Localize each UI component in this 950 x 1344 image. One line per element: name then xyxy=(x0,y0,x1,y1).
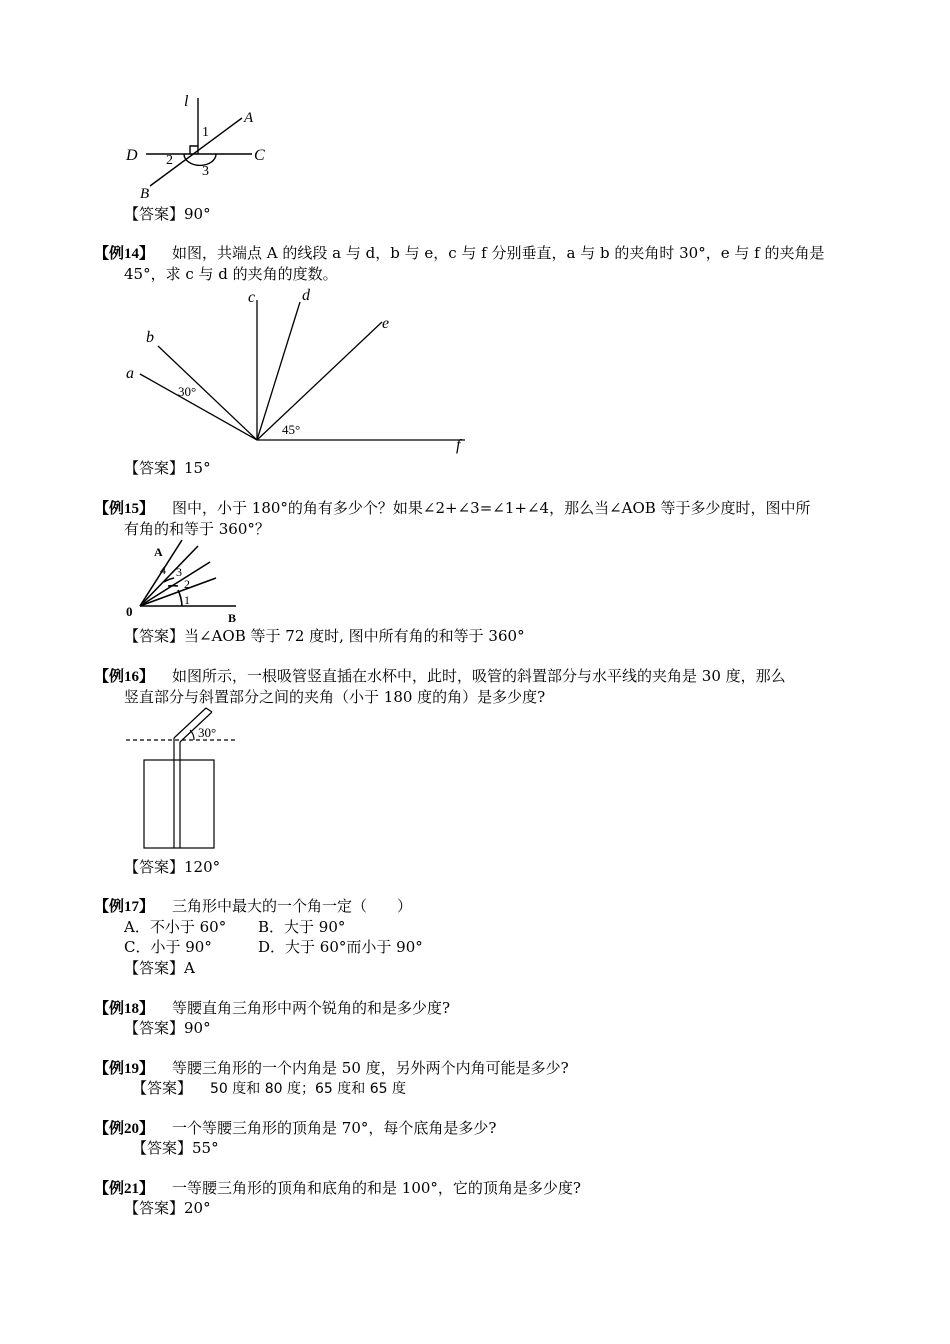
answer-tag: 【答案】 xyxy=(124,459,185,477)
example-tag: 【例21】 xyxy=(94,1181,155,1197)
answer-21 xyxy=(124,1198,211,1218)
question-text: 等腰直角三角形中两个锐角的和是多少度? xyxy=(172,999,451,1017)
option-A: A．不小于 60° xyxy=(124,918,227,936)
answer-value: 20° xyxy=(184,1199,211,1217)
option-B: B．大于 90° xyxy=(258,918,346,936)
answer-value: A xyxy=(184,959,195,977)
example-tag: 【例17】 xyxy=(94,899,155,915)
answer-tag: 【答案】 xyxy=(124,627,185,645)
example-17-question xyxy=(94,896,412,917)
example-18-question xyxy=(94,998,450,1019)
label-e: e xyxy=(382,315,390,332)
answer-tag: 【答案】 xyxy=(124,959,185,977)
question-text-line1: 如图所示，一根吸管竖直插在水杯中，此时，吸管的斜置部分与水平线的夹角是 30 度，那么 xyxy=(172,667,786,685)
answer-value: 90° xyxy=(184,205,211,223)
question-text-line2: 竖直部分与斜置部分之间的夹角（小于 180 度的角）是多少度? xyxy=(124,688,546,706)
figure-14-angle-rays xyxy=(120,288,480,458)
label-A: A xyxy=(154,545,163,559)
answer-17 xyxy=(124,958,195,978)
label-D: D xyxy=(126,147,138,164)
question-text: 等腰三角形的一个内角是 50 度，另外两个内角可能是多少? xyxy=(172,1059,569,1077)
angle-2-label: 2 xyxy=(166,153,173,168)
question-text: 三角形中最大的一个角一定（ ） xyxy=(172,897,413,915)
question-text-line2: 45°，求 c 与 d 的夹角的度数。 xyxy=(124,265,338,283)
label-O: 0 xyxy=(126,604,133,619)
answer-tag: 【答案】 xyxy=(132,1139,193,1157)
question-text-line2: 有角的和等于 360°？ xyxy=(124,520,270,538)
example-tag: 【例18】 xyxy=(94,1001,155,1017)
answer-20 xyxy=(132,1138,219,1158)
angle-30-label: 30° xyxy=(178,384,197,399)
answer-value: 50 度和 80 度；65 度和 65 度 xyxy=(210,1081,406,1097)
example-16-question-cont xyxy=(124,687,545,707)
answer-value: 120° xyxy=(184,858,221,876)
angle-30-label: 30° xyxy=(198,725,217,740)
label-A: A xyxy=(244,110,254,126)
example-tag: 【例20】 xyxy=(94,1121,155,1137)
answer-tag: 【答案】 xyxy=(124,858,185,876)
example-16-question xyxy=(94,666,786,687)
question-text-line1: 图中，小于 180°的角有多少个？如果∠2+∠3=∠1+∠4，那么当∠AOB 等于多少度时，图中所 xyxy=(172,499,811,517)
example-19-question xyxy=(94,1058,569,1079)
answer-19 xyxy=(132,1078,406,1099)
example-tag: 【例19】 xyxy=(94,1061,155,1077)
example-tag: 【例16】 xyxy=(94,669,155,685)
example-21-question xyxy=(94,1178,581,1199)
label-b: b xyxy=(146,329,154,346)
label-C: C xyxy=(254,147,265,164)
answer-tag: 【答案】 xyxy=(124,205,185,223)
question-text: 一个等腰三角形的顶角是 70°，每个底角是多少? xyxy=(172,1119,497,1137)
angle-2-label: 2 xyxy=(184,577,190,591)
question-text: 一等腰三角形的顶角和底角的和是 100°，它的顶角是多少度? xyxy=(172,1179,581,1197)
label-f: f xyxy=(456,437,461,454)
example-14-question xyxy=(94,243,824,264)
answer-tag: 【答案】 xyxy=(124,1019,185,1037)
label-l: l xyxy=(184,93,189,110)
angle-3-label: 3 xyxy=(176,565,182,579)
label-B: B xyxy=(228,611,237,625)
answer-16 xyxy=(124,857,220,877)
answer-value: 90° xyxy=(184,1019,211,1037)
example-tag: 【例15】 xyxy=(94,501,155,517)
question-text-line1: 如图，共端点 A 的线段 a 与 d，b 与 e，c 与 f 分别垂直，a 与 b 的夹角时 30°，e 与 f 的夹角是 xyxy=(172,244,825,262)
label-d: d xyxy=(302,288,310,304)
example-tag: 【例14】 xyxy=(94,246,155,262)
answer-value: 当∠AOB 等于 72 度时, 图中所有角的和等于 360° xyxy=(184,627,525,645)
answer-value: 15° xyxy=(184,459,211,477)
angle-45-label: 45° xyxy=(282,422,301,437)
answer-14 xyxy=(124,458,211,478)
example-15-question xyxy=(94,498,811,519)
figure-15-angle-fan xyxy=(120,538,250,628)
angle-1-label: 1 xyxy=(202,125,209,140)
figure-16-straw-in-cup xyxy=(120,706,250,856)
option-D: D．大于 60°而小于 90° xyxy=(258,938,423,956)
example-14-question-cont xyxy=(124,264,338,284)
answer-18 xyxy=(124,1018,211,1038)
example-20-question xyxy=(94,1118,496,1139)
angle-4-label: 4 xyxy=(160,563,166,577)
answer-tag: 【答案】 xyxy=(124,1199,185,1217)
angle-3-label: 3 xyxy=(202,164,209,179)
label-B: B xyxy=(140,186,150,202)
angle-1-label: 1 xyxy=(184,593,190,607)
option-C: C．小于 90° xyxy=(124,938,212,956)
figure-13-perpendicular-lines xyxy=(120,90,280,202)
answer-tag: 【答案】 xyxy=(132,1079,193,1097)
answer-value: 55° xyxy=(192,1139,219,1157)
example-15-question-cont xyxy=(124,519,270,539)
label-c: c xyxy=(248,289,256,306)
label-a: a xyxy=(126,365,134,382)
answer-15 xyxy=(124,626,525,646)
answer-13 xyxy=(124,204,211,224)
